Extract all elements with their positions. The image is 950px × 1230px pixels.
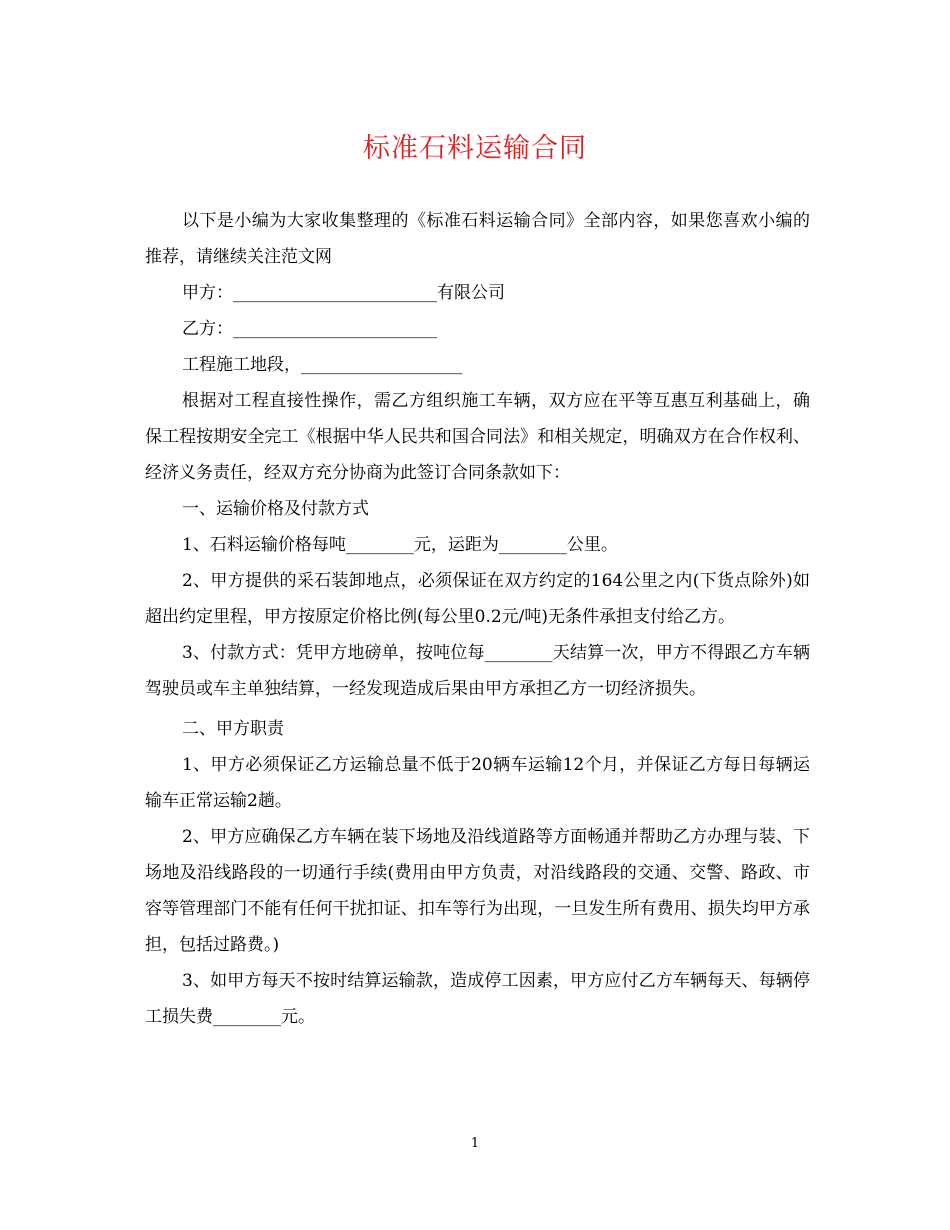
page-number: 1: [470, 1136, 480, 1151]
clause-1-1: 1、石料运输价格每吨________元，运距为________公里。: [182, 535, 618, 555]
construction-section-line: 工程施工地段，___________________: [182, 355, 463, 375]
clause-2-3: 3、如甲方每天不按时结算运输款，造成停工因素，甲方应付乙方车辆每天、每辆停工损失费________元。: [145, 971, 810, 1027]
clause-1-3: 3、付款方式：凭甲方地磅单，按吨位每________天结算一次，甲方不得跟乙方车辆驾驶员或车主单独结算，一经发现造成后果由甲方承担乙方一切经济损失。: [145, 643, 810, 699]
document-title: 标准石料运输合同: [363, 133, 587, 164]
party-b-line: 乙方：________________________: [182, 319, 437, 339]
intro-paragraph: 以下是小编为大家收集整理的《标准石料运输合同》全部内容，如果您喜欢小编的推荐，请继续关注范文网: [145, 211, 810, 267]
clause-2-1: 1、甲方必须保证乙方运输总量不低于20辆车运输12个月，并保证乙方每日每辆运输车正常运输2趟。: [145, 755, 810, 811]
clause-2-2: 2、甲方应确保乙方车辆在装下场地及沿线道路等方面畅通并帮助乙方办理与装、下场地及沿线路段的一切通行手续(费用由甲方负责，对沿线路段的交通、交警、路政、市容等管理部门不能有任何干扰扣证、扣车等行为出现，一旦发生所有费用、损失均甲方承担，包括过路费。): [145, 827, 810, 955]
document-body: [145, 203, 810, 1035]
section-heading-price-payment: 一、运输价格及付款方式: [182, 499, 369, 519]
section-heading-party-a-duties: 二、甲方职责: [182, 719, 284, 739]
preamble-paragraph: 根据对工程直接性操作，需乙方组织施工车辆，双方应在平等互惠互利基础上，确保工程按期安全完工《根据中华人民共和国合同法》和相关规定，明确双方在合作权利、经济义务责任，经双方充分协商为此签订合同条款如下：: [145, 391, 810, 483]
party-a-line: 甲方：________________________有限公司: [182, 283, 505, 303]
clause-1-2: 2、甲方提供的采石装卸地点，必须保证在双方约定的164公里之内(下货点除外)如超出约定里程，甲方按原定价格比例(每公里0.2元/吨)无条件承担支付给乙方。: [145, 571, 810, 627]
